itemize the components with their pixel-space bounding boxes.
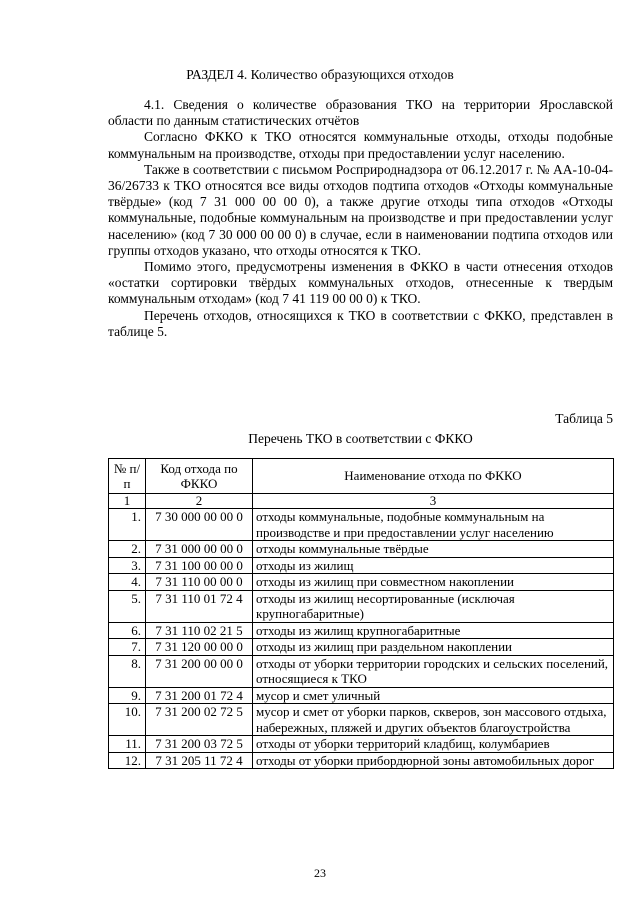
row-code-cell: 7 31 200 02 72 5	[146, 704, 253, 736]
section-title: РАЗДЕЛ 4. Количество образующихся отходов	[186, 67, 454, 82]
paragraph: Согласно ФККО к ТКО относятся коммунальные отходы, отходы подобные коммунальным на производстве, отходы при предоставлении услуг населению.	[108, 129, 613, 161]
table-row	[109, 736, 614, 753]
table-row	[109, 704, 614, 736]
row-number-cell: 7.	[109, 639, 146, 656]
table-row	[109, 574, 614, 591]
index-cell: 3	[253, 494, 614, 509]
row-name-cell: отходы из жилищ при совместном накоплении	[253, 574, 614, 591]
index-cell: 2	[146, 494, 253, 509]
row-number-cell: 8.	[109, 655, 146, 687]
row-code-cell: 7 31 110 01 72 4	[146, 590, 253, 622]
page-number: 23	[314, 866, 326, 880]
row-name-cell: отходы из жилищ несортированные (исключая крупногабаритные)	[253, 590, 614, 622]
header-name: Наименование отхода по ФККО	[253, 459, 614, 494]
row-number-cell: 3.	[109, 557, 146, 574]
row-number-cell: 4.	[109, 574, 146, 591]
row-code-cell: 7 31 110 02 21 5	[146, 622, 253, 639]
table-title: Перечень ТКО в соответствии с ФККО	[248, 431, 473, 446]
row-name-cell: мусор и смет уличный	[253, 687, 614, 704]
table-row	[109, 509, 614, 541]
table-row	[109, 655, 614, 687]
table-index-row	[109, 494, 614, 509]
row-number-cell: 11.	[109, 736, 146, 753]
row-name-cell: отходы от уборки территорий кладбищ, колумбариев	[253, 736, 614, 753]
row-name-cell: отходы от уборки территории городских и сельских поселений, относящиеся к ТКО	[253, 655, 614, 687]
row-number-cell: 2.	[109, 541, 146, 558]
row-number-cell: 6.	[109, 622, 146, 639]
paragraph: Перечень отходов, относящихся к ТКО в соответствии с ФККО, представлен в таблице 5.	[108, 307, 613, 339]
row-code-cell: 7 31 200 01 72 4	[146, 687, 253, 704]
row-number-cell: 12.	[109, 752, 146, 769]
row-name-cell: отходы от уборки прибордюрной зоны автомобильных дорог	[253, 752, 614, 769]
table-row	[109, 557, 614, 574]
row-code-cell: 7 30 000 00 00 0	[146, 509, 253, 541]
table-row	[109, 590, 614, 622]
row-name-cell: отходы из жилищ при раздельном накоплении	[253, 639, 614, 656]
table-row	[109, 752, 614, 769]
table-header-row	[109, 459, 614, 494]
row-number-cell: 10.	[109, 704, 146, 736]
row-code-cell: 7 31 200 03 72 5	[146, 736, 253, 753]
row-name-cell: мусор и смет от уборки парков, скверов, зон массового отдыха, набережных, пляжей и других объектов благоустройства	[253, 704, 614, 736]
row-number-cell: 1.	[109, 509, 146, 541]
table-row	[109, 639, 614, 656]
paragraph: 4.1. Сведения о количестве образования ТКО на территории Ярославской области по данным статистических отчётов	[108, 97, 613, 129]
header-code: Код отхода по ФККО	[146, 459, 253, 494]
table-row	[109, 622, 614, 639]
row-name-cell: отходы из жилищ	[253, 557, 614, 574]
row-code-cell: 7 31 120 00 00 0	[146, 639, 253, 656]
row-code-cell: 7 31 205 11 72 4	[146, 752, 253, 769]
body-text	[108, 97, 613, 340]
table-row	[109, 687, 614, 704]
row-name-cell: отходы из жилищ крупногабаритные	[253, 622, 614, 639]
row-code-cell: 7 31 110 00 00 0	[146, 574, 253, 591]
row-code-cell: 7 31 200 00 00 0	[146, 655, 253, 687]
table-label: Таблица 5	[555, 411, 613, 426]
row-name-cell: отходы коммунальные, подобные коммунальным на производстве и при предоставлении услуг населению	[253, 509, 614, 541]
row-code-cell: 7 31 000 00 00 0	[146, 541, 253, 558]
row-number-cell: 9.	[109, 687, 146, 704]
row-number-cell: 5.	[109, 590, 146, 622]
paragraph: Помимо этого, предусмотрены изменения в ФККО в части отнесения отходов «остатки сортировки твёрдых коммунальных отходов, отнесенные к твердым коммунальным отходам» (код 7 41 119 00 00 0) к ТКО.	[108, 259, 613, 307]
header-number: № п/п	[109, 459, 146, 494]
row-code-cell: 7 31 100 00 00 0	[146, 557, 253, 574]
row-name-cell: отходы коммунальные твёрдые	[253, 541, 614, 558]
table-row	[109, 541, 614, 558]
tko-table	[108, 458, 614, 769]
paragraph: Также в соответствии с письмом Росприроднадзора от 06.12.2017 г. № АА-10-04-36/26733 к ТКО относятся все виды отходов подтипа отходов «Отходы коммунальные твёрдые» (код 7 31 000 00 00 0), а также другие отходы типа отходов «Отходы коммунальные, подобные коммунальным на производстве и при предоставлении услуг населению» (код 7 30 000 00 00 0) в случае, если в наименовании подтипа отходов или группы отходов указано, что отходы относятся к ТКО.	[108, 161, 613, 258]
index-cell: 1	[109, 494, 146, 509]
